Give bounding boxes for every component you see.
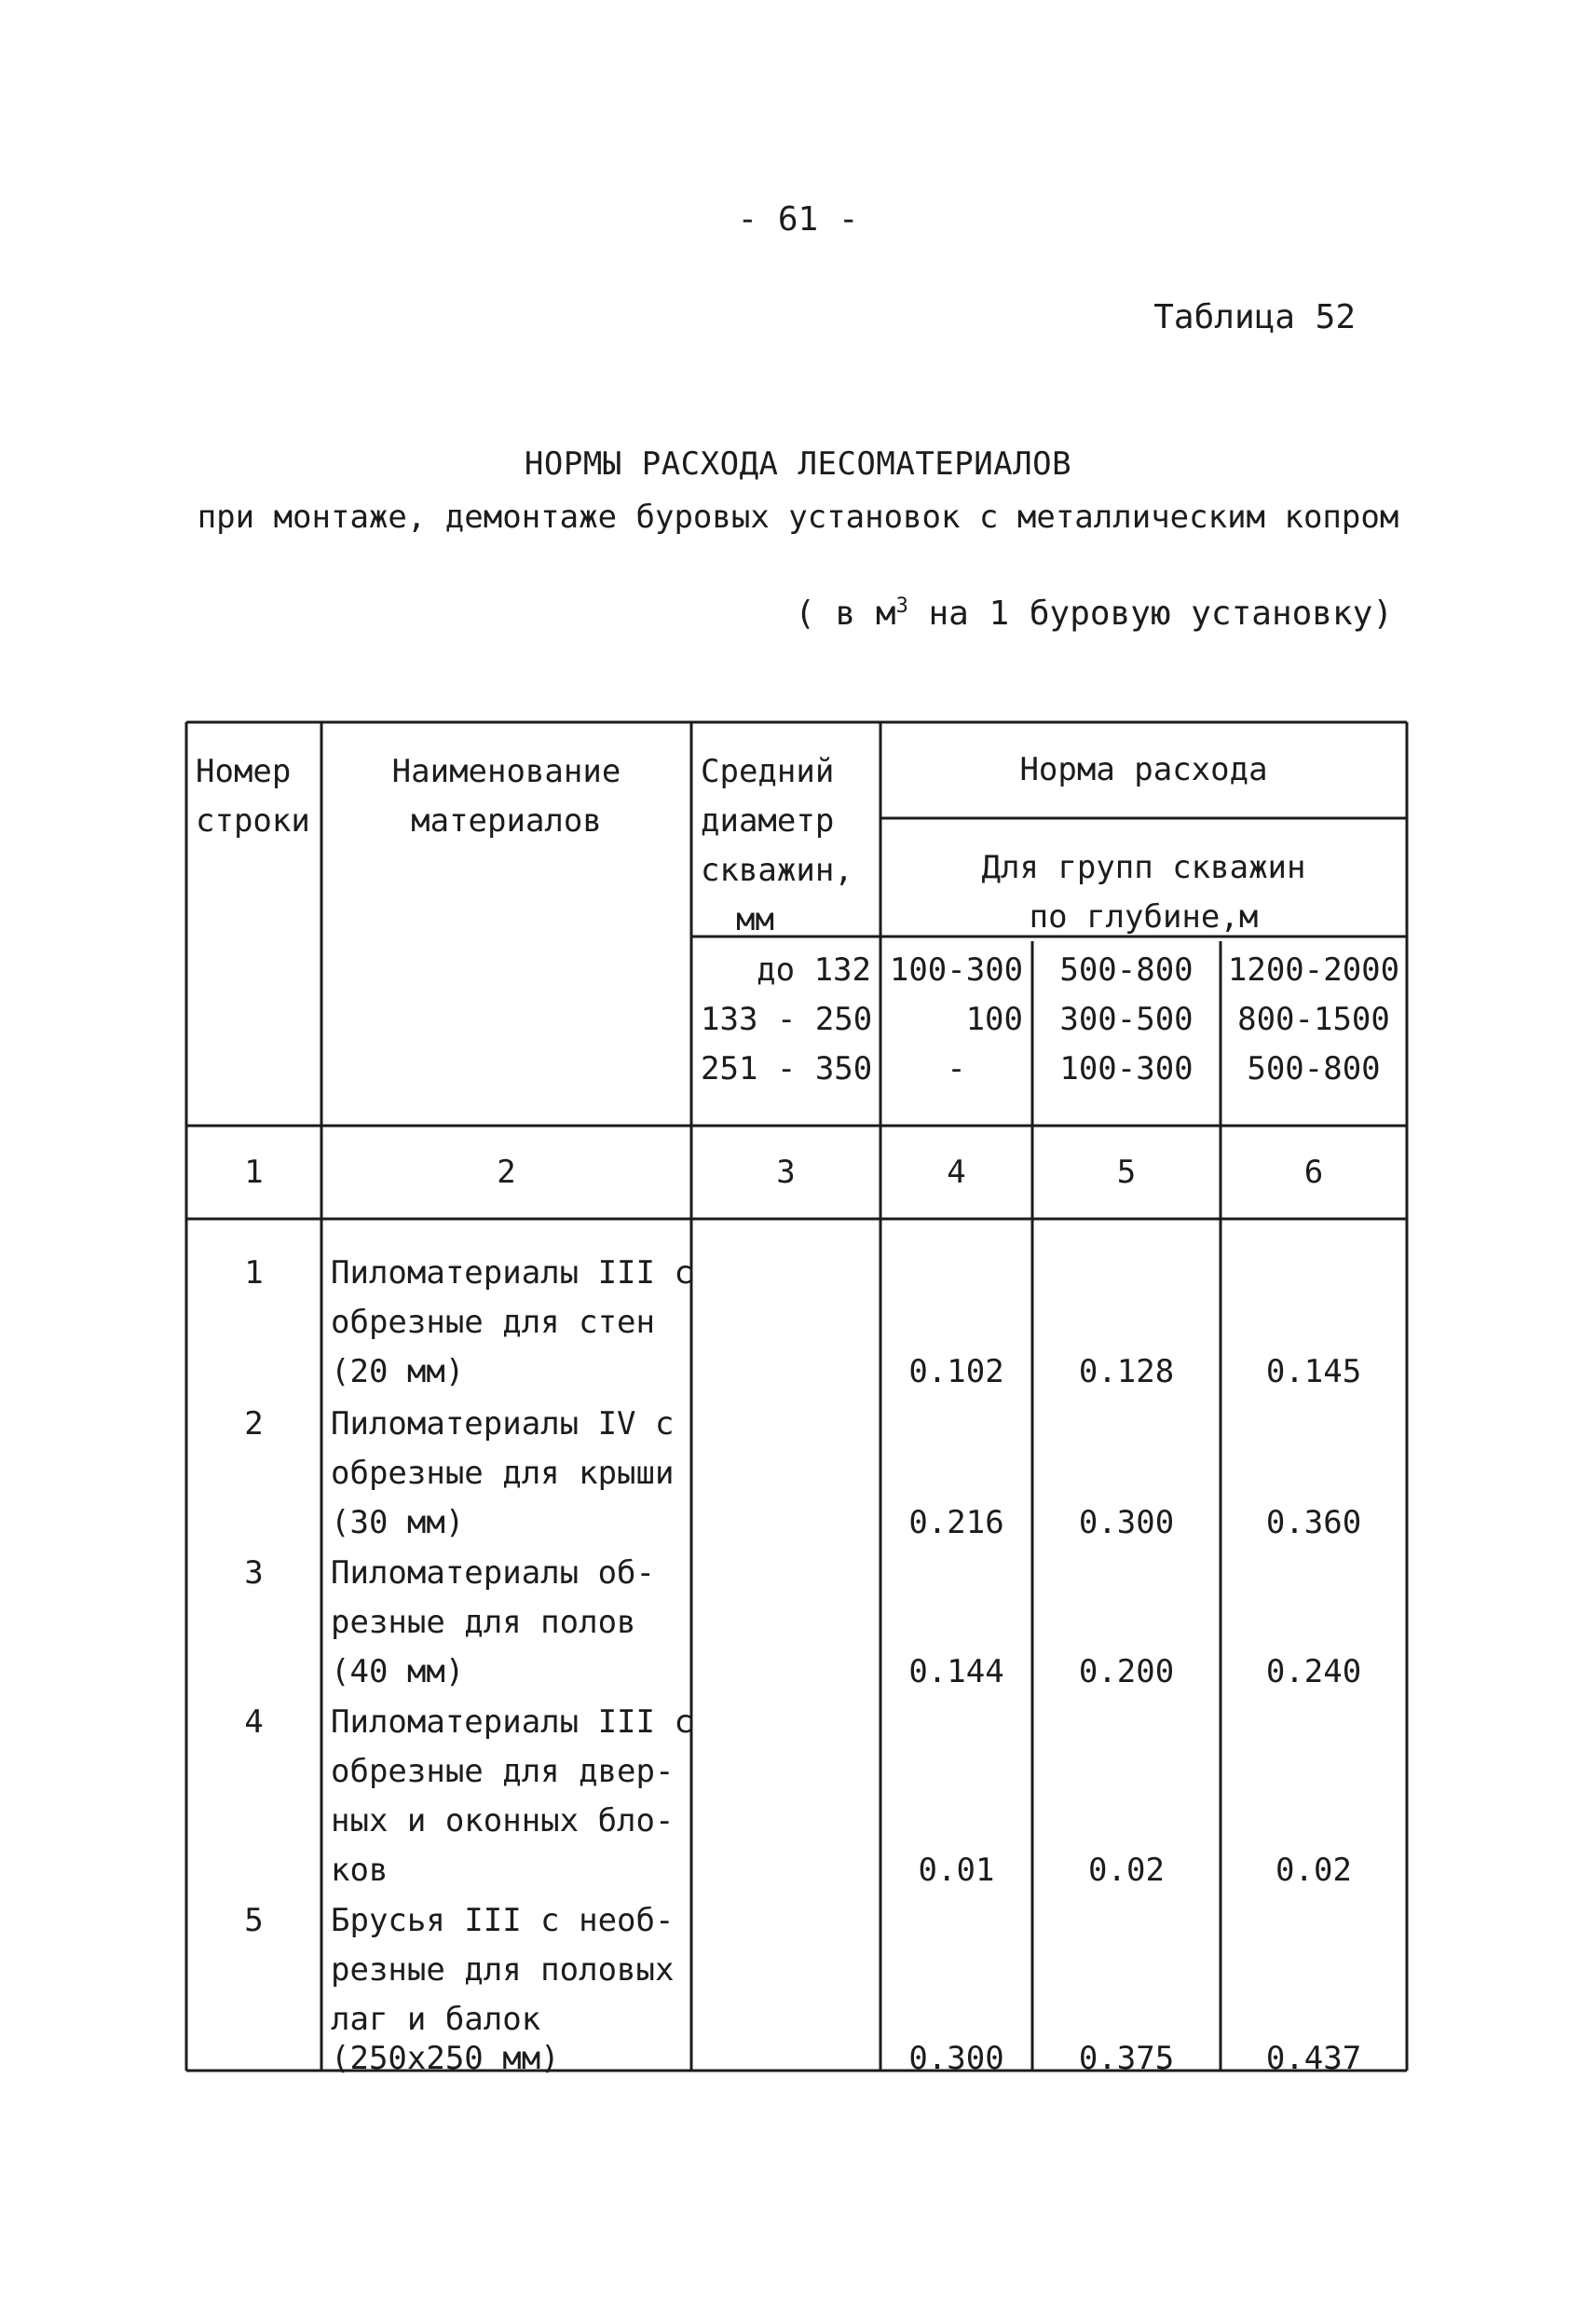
- col-number-6: 6: [1303, 1154, 1324, 1191]
- table-subtitle: при монтаже, демонтаже буровых установок с металлическим копром: [197, 499, 1399, 536]
- row5-name-line4: (250х250 мм): [331, 2040, 560, 2077]
- row1-value5: 0.128: [1078, 1353, 1175, 1390]
- row1-name-line2: обрезные для стен: [331, 1304, 655, 1341]
- units-prefix: ( в м: [795, 595, 896, 633]
- row2-number: 2: [244, 1405, 264, 1443]
- row5-name-line2: резные для половых: [331, 1951, 675, 1989]
- row4-value6: 0.02: [1275, 1852, 1352, 1889]
- header-col1-line1: Номер: [196, 753, 292, 790]
- row4-name-line1: Пиломатериалы III с: [331, 1703, 693, 1741]
- depth6-1: 1200-2000: [1227, 951, 1400, 989]
- row1-name-line1: Пиломатериалы III с: [331, 1254, 693, 1292]
- row5-name-line3: лаг и балок: [331, 2001, 541, 2038]
- depth4-1: 100-300: [889, 951, 1024, 989]
- row4-name-line2: обрезные для двер-: [331, 1753, 675, 1790]
- header-norm: Норма расхода: [1019, 751, 1268, 788]
- row2-name-line1: Пиломатериалы IV с: [331, 1405, 675, 1443]
- row3-number: 3: [244, 1554, 264, 1592]
- header-groups-line1: Для групп скважин: [981, 849, 1306, 886]
- row3-name-line1: Пиломатериалы об-: [331, 1554, 655, 1592]
- header-col1-line2: строки: [196, 802, 310, 840]
- row3-value4: 0.144: [908, 1653, 1004, 1690]
- col-number-4: 4: [947, 1154, 966, 1191]
- page-number: - 61 -: [737, 200, 859, 239]
- header-groups-line2: по глубине,м: [1029, 898, 1259, 936]
- row1-value4: 0.102: [908, 1353, 1004, 1390]
- row4-name-line4: ков: [331, 1852, 389, 1889]
- depth6-3: 500-800: [1247, 1050, 1381, 1087]
- row2-value4: 0.216: [908, 1504, 1004, 1541]
- row2-value6: 0.360: [1265, 1504, 1362, 1541]
- depth5-2: 300-500: [1059, 1001, 1194, 1038]
- row2-name-line2: обрезные для крыши: [331, 1455, 675, 1492]
- units-suffix: на 1 буровую установку): [907, 595, 1393, 633]
- diameter-1: до 132: [757, 951, 871, 989]
- row5-name-line1: Брусья III с необ-: [331, 1902, 675, 1939]
- row3-value5: 0.200: [1078, 1653, 1175, 1690]
- depth4-3: -: [947, 1050, 966, 1087]
- row1-number: 1: [244, 1254, 264, 1292]
- col-number-3: 3: [776, 1154, 796, 1191]
- header-col3-line2: диаметр: [701, 802, 835, 840]
- row4-value4: 0.01: [918, 1852, 995, 1889]
- row4-name-line3: ных и оконных бло-: [331, 1802, 675, 1839]
- header-col2-line1: Наименование: [391, 753, 621, 790]
- depth5-3: 100-300: [1059, 1050, 1194, 1087]
- header-col2-line2: материалов: [411, 802, 602, 840]
- row1-name-line3: (20 мм): [331, 1353, 465, 1390]
- row4-value5: 0.02: [1088, 1852, 1165, 1889]
- row5-value4: 0.300: [908, 2040, 1004, 2077]
- units-superscript: 3: [895, 595, 908, 618]
- col-number-1: 1: [244, 1154, 264, 1191]
- header-col3-line3: скважин,: [701, 852, 853, 889]
- diameter-3: 251 - 350: [701, 1050, 873, 1087]
- row3-name-line3: (40 мм): [331, 1653, 465, 1690]
- col-number-5: 5: [1116, 1154, 1137, 1191]
- diameter-2: 133 - 250: [701, 1001, 873, 1038]
- col-number-2: 2: [497, 1154, 516, 1191]
- row5-number: 5: [244, 1902, 264, 1939]
- depth6-2: 800-1500: [1237, 1001, 1390, 1038]
- header-col3-line4: мм: [736, 901, 774, 938]
- row3-name-line2: резные для полов: [331, 1604, 636, 1641]
- row5-value5: 0.375: [1078, 2040, 1175, 2077]
- depth5-1: 500-800: [1059, 951, 1194, 989]
- row3-value6: 0.240: [1265, 1653, 1362, 1690]
- row4-number: 4: [244, 1703, 264, 1741]
- row2-value5: 0.300: [1078, 1504, 1175, 1541]
- row1-value6: 0.145: [1265, 1353, 1362, 1390]
- row2-name-line3: (30 мм): [331, 1504, 465, 1541]
- table-title: НОРМЫ РАСХОДА ЛЕСОМАТЕРИАЛОВ: [524, 445, 1072, 483]
- header-col3-line1: Средний: [701, 753, 835, 790]
- row5-value6: 0.437: [1265, 2040, 1362, 2077]
- table-label: Таблица 52: [1153, 298, 1356, 336]
- depth4-2: 100: [965, 1001, 1023, 1038]
